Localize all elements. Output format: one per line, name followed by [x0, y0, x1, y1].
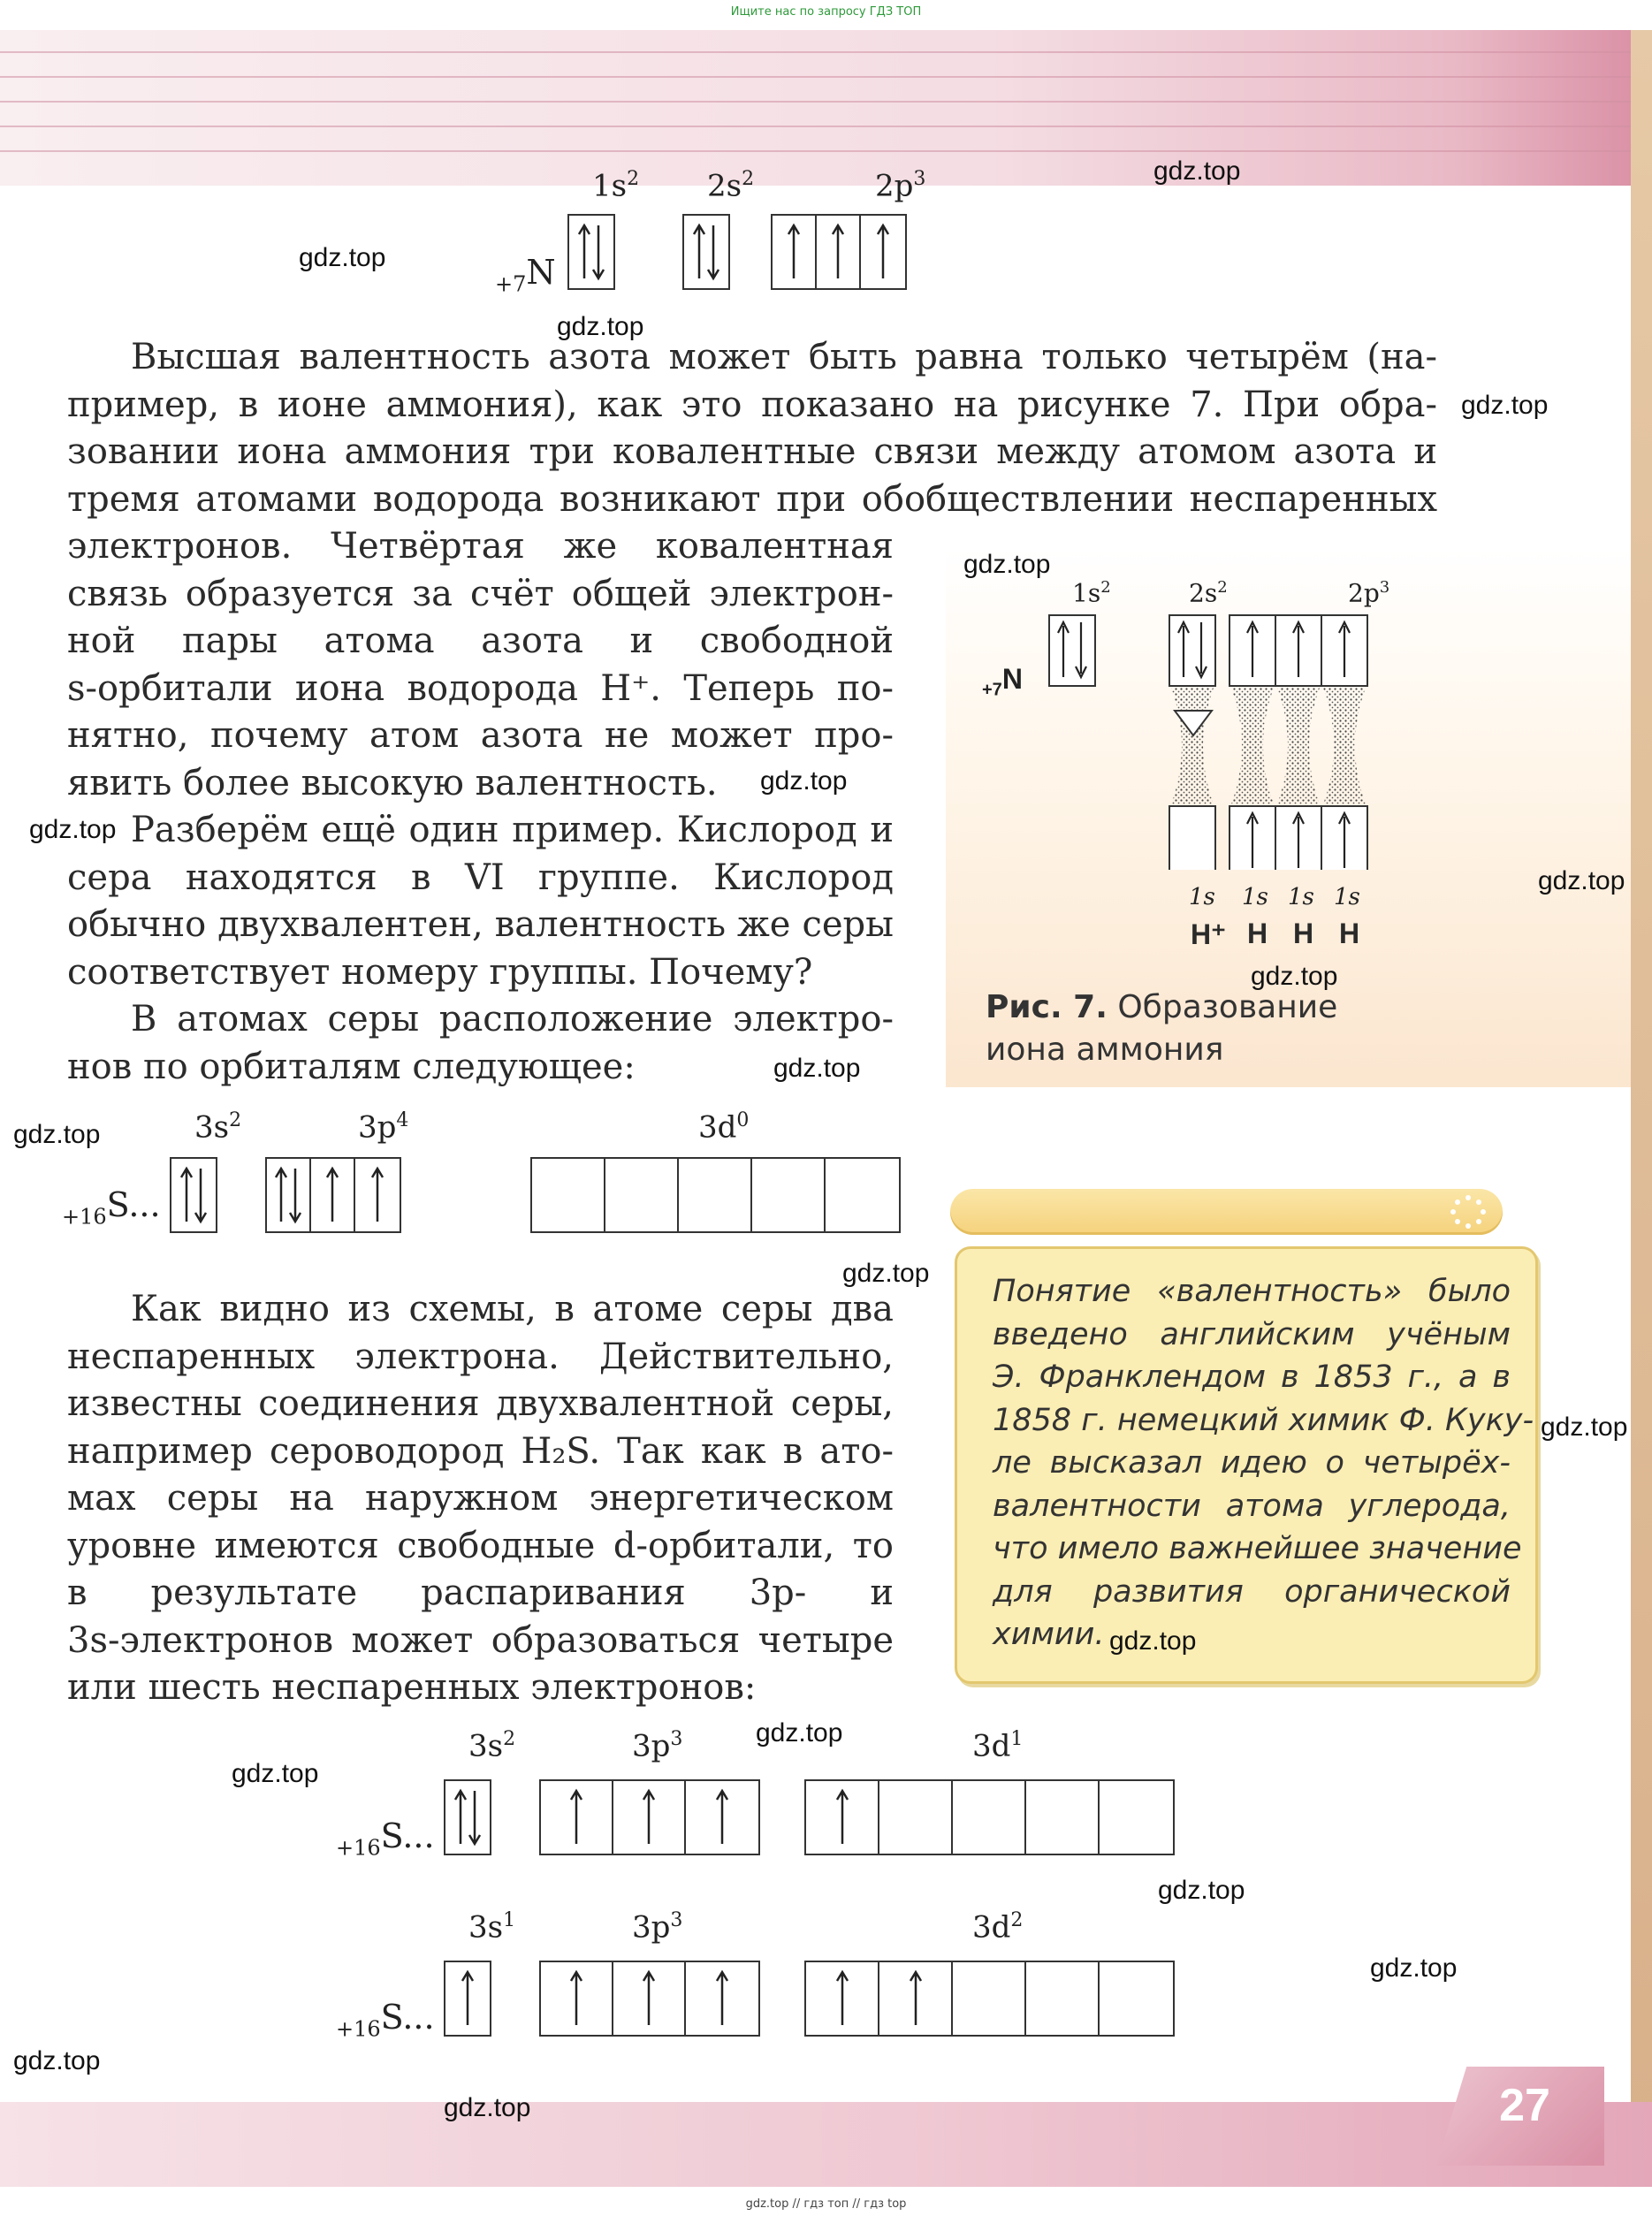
nuclear-charge: +16: [62, 1204, 107, 1230]
orbital-1s: [567, 214, 615, 290]
sulfur-excited-config-4: $3s^2$ $3p^3$ $3d^1$ $_{+16}$S...: [336, 1728, 1184, 1878]
ammonium-orbital-overlap: [1047, 613, 1578, 870]
orbital-label: 1s: [1288, 884, 1314, 910]
orbital-label: 3s: [194, 1109, 230, 1146]
sulfur-excited-config-6: $3s^1$ $3p^3$ $3d^2$ $_{+16}$S...: [336, 1909, 1184, 2060]
watermark: gdz.top: [1538, 866, 1625, 895]
watermark: gdz.top: [1370, 1953, 1458, 1983]
orbital-3p: [539, 1961, 760, 2037]
watermark: gdz.top: [1153, 156, 1241, 186]
orbital-label: 3d: [698, 1109, 737, 1146]
watermark: gdz.top: [232, 1759, 319, 1788]
orbital-label: 3d: [972, 1728, 1011, 1764]
orbital-label: 1s: [1334, 884, 1360, 910]
loader-dots-icon: [1450, 1194, 1487, 1230]
watermark: gdz.top: [842, 1259, 930, 1288]
watermark: gdz.top: [557, 312, 644, 341]
watermark: gdz.top: [299, 243, 386, 272]
atom-label: H: [1247, 918, 1268, 949]
orbital-label: 1s: [592, 168, 628, 204]
orbital-label: 1s: [1189, 884, 1215, 910]
header-rule: [0, 126, 1652, 127]
nuclear-charge: +16: [336, 1835, 381, 1861]
paragraph-sulfur-orbitals: В атомах серы расположение электро- нов по орбиталям следующее:: [67, 999, 894, 1087]
watermark: gdz.top: [760, 766, 848, 796]
orbital-3s: [444, 1779, 491, 1855]
orbital-3p: [265, 1157, 401, 1233]
paragraph-sulfur-valence: Как видно из схемы, в атоме серы два неспаренных электрона. Действительно, известны соединения двухвалентной серы, например сероводород H₂S. Так как в ато- мах серы на наружном энергетическом уровне имеются свободные d-орбитали, то в результате распаривания 3p- и 3s-электронов может образоваться четыре или шесть неспаренных электронов:: [67, 1289, 894, 1708]
watermark: gdz.top: [773, 1054, 861, 1083]
nuclear-charge: +16: [336, 2016, 381, 2042]
orbital-label: 3p: [632, 1728, 671, 1764]
orbital-3d: [804, 1779, 1175, 1855]
watermark: gdz.top: [29, 815, 117, 844]
orbital-3s: [444, 1961, 491, 2037]
header-rule: [0, 101, 1652, 103]
nuclear-charge: +7: [982, 680, 1002, 700]
orbital-3d: [804, 1961, 1175, 2037]
header-rule: [0, 76, 1652, 78]
element-symbol: S...: [380, 1816, 435, 1855]
nitrogen-config-diagram: $1s^2$ $2s^2$ $2p^3$ $_{+7}$N: [495, 168, 926, 297]
atom-label: H: [1339, 918, 1360, 949]
orbital-label: 1s: [1072, 578, 1101, 608]
watermark: gdz.top: [444, 2093, 531, 2122]
history-note-text: Понятие «валентность» было введено английским учёным Э. Франклендом в 1853 г., а в 1858 г. немецкий химик Ф. Куку- ле высказал идею о четырёх- валентности атома углерода, что имело важнейшее значение для развития органической химии.: [993, 1274, 1534, 1652]
orbital-2p: [771, 214, 907, 290]
top-search-note: Ищите нас по запросу ГДЗ ТОП: [730, 5, 922, 19]
element-symbol: S...: [106, 1185, 161, 1224]
page-header-band: [0, 30, 1652, 186]
element-symbol: S...: [380, 1998, 435, 2037]
orbital-label: 3p: [358, 1109, 397, 1146]
watermark: gdz.top: [1541, 1413, 1628, 1442]
header-rule: [0, 51, 1652, 53]
watermark: gdz.top: [13, 1120, 101, 1149]
orbital-label: 3d: [972, 1909, 1011, 1946]
orbital-label: 3s: [468, 1909, 504, 1946]
orbital-label: 2s: [1189, 578, 1218, 608]
header-rule: [0, 150, 1652, 152]
paragraph-valence-nitrogen: Высшая валентность азота может быть равна только четырём (на- пример, в ионе аммония), как это показано на рисунке 7. При обра- зовании иона аммония три ковалентные связи между атомом азота и тремя атомами водорода возникают при обобществлении неспаренных: [67, 337, 1437, 520]
orbital-label: 1s: [1242, 884, 1268, 910]
element-symbol: N: [1001, 663, 1023, 695]
orbital-3p: [539, 1779, 760, 1855]
sulfur-ground-config-diagram: $3s^2$ $3p^4$ $3d^0$ $_{+16}$S...: [62, 1109, 910, 1251]
orbital-label: 2p: [1348, 578, 1380, 608]
orbital-3s: [170, 1157, 217, 1233]
page-edge: [1631, 30, 1652, 2187]
watermark: gdz.top: [756, 1718, 843, 1748]
nuclear-charge: +7: [495, 271, 527, 297]
watermark: gdz.top: [13, 2046, 101, 2075]
watermark: gdz.top: [963, 550, 1051, 579]
watermark: gdz.top: [1109, 1626, 1197, 1656]
figure-7-caption: Рис. 7. Образование иона аммония: [986, 989, 1338, 1068]
paragraph-valence-nitrogen-cont: электронов. Четвёртая же ковалентная связь образуется за счёт общей электрон- ной пары атома азота и свободной s-орбитали иона водорода H⁺. Теперь по- нятно, почему атом азота не может про- явить более высокую валентность.: [67, 526, 894, 803]
page-number: 27: [1499, 2080, 1550, 2131]
element-symbol: N: [526, 253, 556, 292]
orbital-2s: [682, 214, 730, 290]
figure-7-ammonium-diagram: $1s^2$ $2s^2$ $2p^3$ $_{+7}$N 1s 1s 1s 1s H⁺ H H H: [977, 566, 1613, 981]
watermark: gdz.top: [1251, 962, 1338, 991]
watermark: gdz.top: [1158, 1876, 1245, 1905]
page-footer-band: [0, 2102, 1652, 2187]
paragraph-oxygen-sulfur: Разберём ещё один пример. Кислород и сера находятся в VI группе. Кислород обычно двухвалентен, валентность же серы соответствует номеру группы. Почему?: [67, 810, 894, 993]
atom-label: H⁺: [1191, 918, 1226, 950]
orbital-label: 3s: [468, 1728, 504, 1764]
orbital-label: 2p: [875, 168, 914, 204]
atom-label: H: [1293, 918, 1314, 949]
orbital-3d: [530, 1157, 901, 1233]
bottom-watermark-note: gdz.top // гдз топ // гдз top: [745, 2197, 907, 2211]
note-header-tab: [950, 1189, 1503, 1235]
watermark: gdz.top: [1461, 391, 1549, 420]
orbital-label: 2s: [707, 168, 742, 204]
history-note-box: [955, 1246, 1538, 1684]
orbital-label: 3p: [632, 1909, 671, 1946]
